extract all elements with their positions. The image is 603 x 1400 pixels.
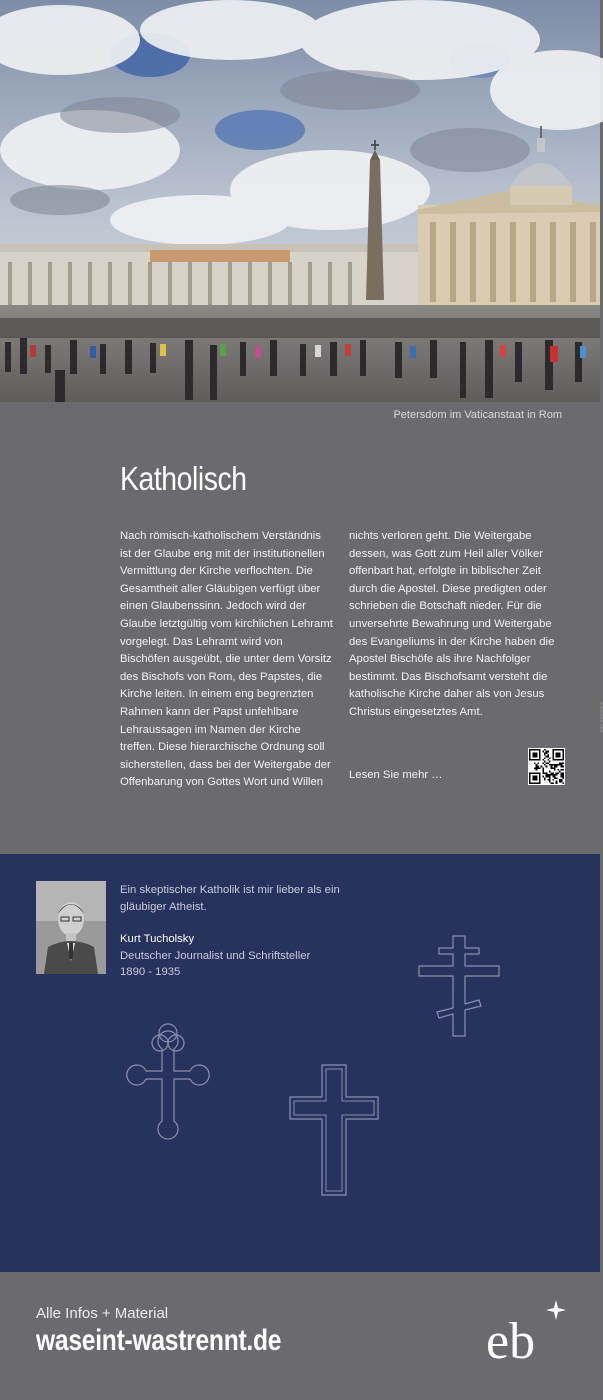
logo-text: eb xyxy=(486,1313,536,1370)
photo-credit: Foto: Ackermann xyxy=(598,702,603,733)
website-link[interactable]: waseint-wastrennt.de xyxy=(36,1324,282,1357)
st-peters-square-photo xyxy=(0,0,600,402)
orthodox-cross-icon xyxy=(417,934,501,1038)
quote-author-description: Deutscher Journalist und Schriftsteller xyxy=(120,950,311,962)
sparkle-icon xyxy=(546,1300,566,1320)
quote-text: Ein skeptischer Katholik ist mir lieber als ein gläubiger Atheist. xyxy=(120,884,340,913)
footer xyxy=(0,1272,600,1400)
body-text-column-1: Nach römisch-katholischem Verständnis ist der Glaube eng mit der institutionellen Vermittlung der Kirche verflochten. Die Gesamtheit aller Gläubigen verfügt über einen Glaubenssinn. Jedoch wird der Glaube letztgültig vom kirchlichen Lehramt vorgelegt. Das Lehramt wird von Bischöfen ausgeübt, die unter dem Vorsitz des Bischofs von Rom, des Papstes, die Kirche leiten. In einem eng begrenzten Rahmen kann der Papst unfehlbare Lehraussagen im Namen der Kirche treffen. Diese hierarchische Ordnung soll sicherstellen, dass bei der Weitergabe der Offenbarung von Gottes Wort und Willen xyxy=(120,530,333,789)
quote-author-years: 1890 - 1935 xyxy=(120,966,181,978)
body-text-column-2: nichts verloren geht. Die Weitergabe dessen, was Gott zum Heil aller Völker offenbart hat, erfolgte in biblischer Zeit durch die Apostel. Diese predigten oder schrieben die Botschaft nieder. Für die unversehrte Bewahrung und Weitergabe des Evangeliums in der Kirche haben die Apostel Bischöfe als ihre Nachfolger bestimmt. Das Bischofsamt versteht die katholische Kirche daher als von Jesus Christus eingesetztes Amt. xyxy=(349,530,555,718)
read-more-link[interactable]: Lesen Sie mehr … xyxy=(349,769,443,781)
author-portrait xyxy=(36,881,106,974)
eb-logo xyxy=(480,1298,570,1368)
photo-caption: Petersdom im Vaticanstaat in Rom xyxy=(393,409,562,421)
qr-code-icon[interactable] xyxy=(528,748,565,785)
quote-author-name: Kurt Tucholsky xyxy=(120,933,195,945)
latin-cross-icon xyxy=(288,1063,380,1197)
budded-cross-icon xyxy=(120,1019,216,1147)
footer-tagline: Alle Infos + Material xyxy=(36,1305,169,1322)
page-title: Katholisch xyxy=(120,460,247,497)
quote-panel xyxy=(0,854,600,1272)
info-panel xyxy=(0,402,603,854)
